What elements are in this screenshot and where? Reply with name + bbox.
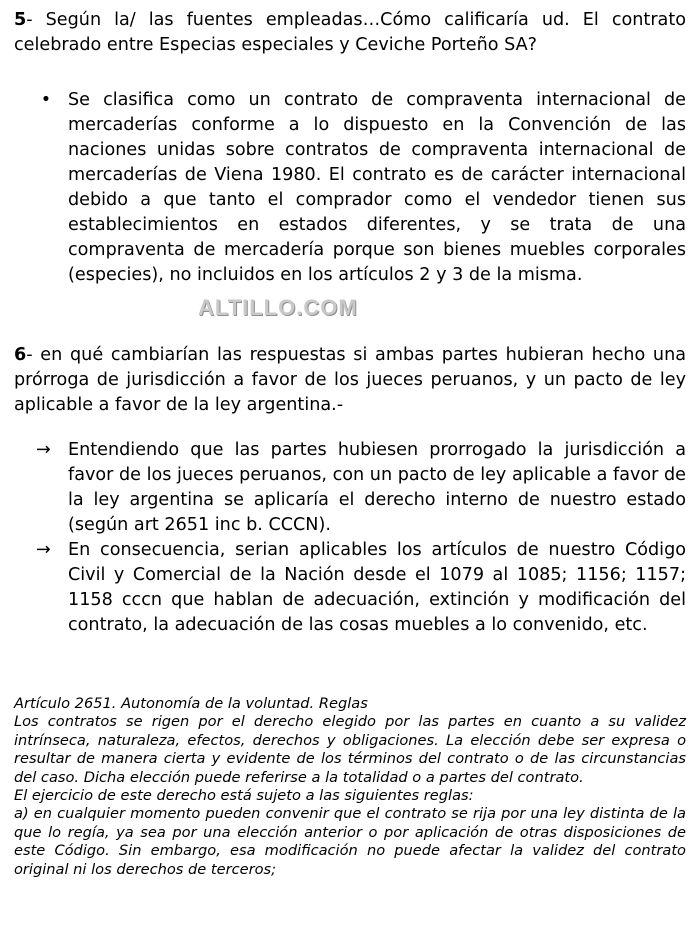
answer-6-list: [14, 438, 686, 638]
law-paragraph: Los contratos se rigen por el derecho elegido por las partes en cuanto a su validez intrínseca, naturaleza, efectos, derechos y obligaciones. La elección debe ser expresa o resultar de manera cierta y evidente de los términos del contrato o de las circunstancias del caso. Dicha elección puede referirse a la totalidad o a partes del contrato.: [14, 713, 686, 786]
answer-text: Entendiendo que las partes hubiesen prorrogado la jurisdicción a favor de los jueces peruanos, con un pacto de ley aplicable a favor de la ley argentina se aplicaría el derecho interno de nuestro estado (según art 2651 inc b. CCCN).: [68, 440, 686, 535]
list-item: [14, 438, 686, 538]
arrow-right-icon: →: [36, 440, 51, 460]
law-paragraph: a) en cualquier momento pueden convenir que el contrato se rija por una ley distinta de la que lo regía, ya sea por una elección anterior o por aplicación de otras disposiciones de este Código. Sin embargo, esa modificación no puede afectar la validez del contrato original ni los derechos de terceros;: [14, 805, 686, 878]
answer-text: Se clasifica como un contrato de compraventa internacional de mercaderías conforme a lo dispuesto en la Convención de las naciones unidas sobre contratos de compraventa internacional de mercaderías de Viena 1980. El contrato es de carácter internacional debido a que tanto el comprador como el vendedor tienen sus establecimientos en estados diferentes, y se trata de una compraventa de mercadería porque son bienes muebles corporales (especies), no incluidos en los artículos 2 y 3 de la misma.: [68, 90, 686, 285]
answer-5-list: [14, 88, 686, 288]
list-item: [14, 88, 686, 288]
law-title: Artículo 2651. Autonomía de la voluntad. Reglas: [14, 695, 368, 712]
question-text: - Según la/ las fuentes empleadas…Cómo calificaría ud. El contrato celebrado entre Especias especiales y Ceviche Porteño SA?: [14, 10, 686, 55]
question-6: [14, 343, 686, 418]
question-number: 6: [14, 345, 27, 365]
arrow-right-icon: →: [36, 540, 51, 560]
law-paragraph: El ejercicio de este derecho está sujeto a las siguientes reglas:: [14, 787, 474, 805]
question-5: [14, 8, 686, 58]
question-number: 5: [14, 10, 27, 30]
question-text: - en qué cambiarían las respuestas si ambas partes hubieran hecho una prórroga de jurisdicción a favor de los jueces peruanos, y un pacto de ley aplicable a favor de la ley argentina.-: [14, 345, 686, 415]
watermark-logo: ALTILLO.COM: [198, 295, 358, 320]
bullet-icon: •: [40, 90, 52, 110]
answer-text: En consecuencia, serian aplicables los artículos de nuestro Código Civil y Comercial de la Nación desde el 1079 al 1085; 1156; 1157; 1158 cccn que hablan de adecuación, extinción y modificación del contrato, la adecuación de las cosas muebles a lo convenido, etc.: [68, 540, 686, 635]
list-item: [14, 538, 686, 638]
law-excerpt: [14, 695, 686, 879]
